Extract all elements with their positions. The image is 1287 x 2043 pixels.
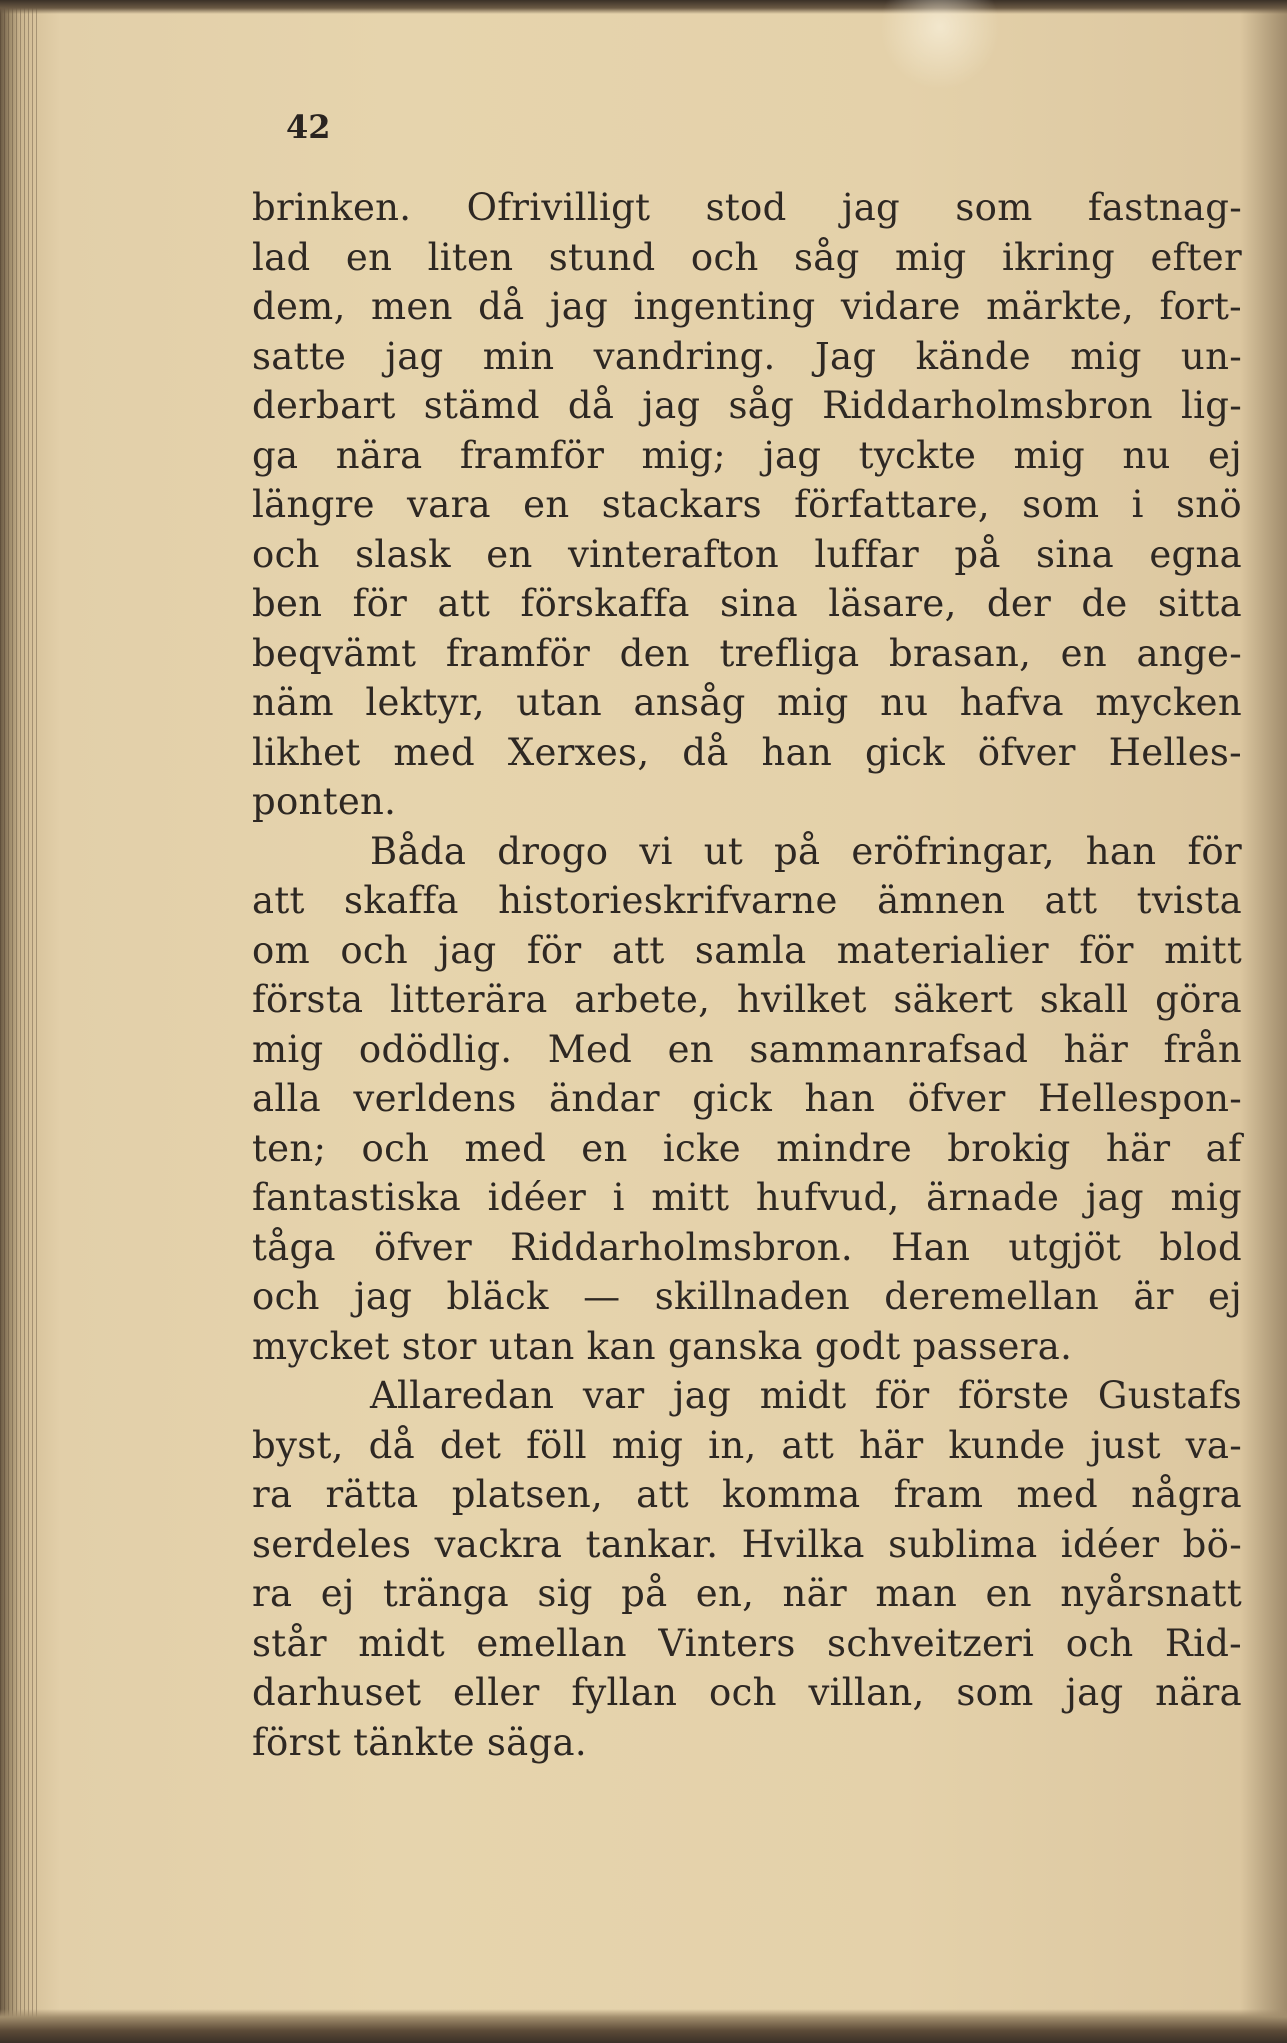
text-line: lad en liten stund och såg mig ikring efter (252, 235, 1242, 279)
text-line: ga nära framför mig; jag tyckte mig nu ej (252, 433, 1242, 477)
text-line: ten; och med en icke mindre brokig här af (252, 1126, 1242, 1170)
paragraph-start-line: Allaredan var jag midt för förste Gustafs (370, 1374, 1242, 1417)
text-line: beqvämt framför den trefliga brasan, en ange- (252, 631, 1242, 675)
page-number: 42 (286, 108, 331, 146)
text-line: dem, men då jag ingenting vidare märkte, fort- (252, 285, 1242, 328)
text-line: och slask en vinterafton luffar på sina egna (252, 532, 1242, 576)
bottom-shadow (0, 2009, 1287, 2043)
text-line: ponten. (252, 780, 397, 823)
text-line: fantastiska idéer i mitt hufvud, ärnade jag mig (252, 1176, 1242, 1219)
paragraph-start-line: Båda drogo vi ut på eröfringar, han för (370, 829, 1242, 873)
text-line: ben för att förskaffa sina läsare, der de sitta (252, 582, 1242, 625)
text-line: darhuset eller fyllan och villan, som jag nära (252, 1671, 1242, 1714)
text-line: tåga öfver Riddarholmsbron. Han utgjöt blod (252, 1225, 1242, 1269)
text-line: likhet med Xerxes, då han gick öfver Helles- (252, 730, 1242, 774)
text-line: och jag bläck — skillnaden deremellan är ej (252, 1275, 1242, 1318)
top-shadow (0, 0, 1287, 14)
text-line: står midt emellan Vinters schveitzeri och Rid- (252, 1621, 1242, 1665)
body-text (252, 183, 1242, 1767)
text-line: mycket stor utan kan ganska godt passera. (252, 1324, 1073, 1368)
text-line: längre vara en stackars författare, som i snö (252, 483, 1242, 526)
text-line: om och jag för att samla materialier för mitt (252, 928, 1242, 972)
text-line: första litterära arbete, hvilket säkert skall göra (252, 978, 1242, 1021)
text-line: serdeles vackra tankar. Hvilka sublima idéer bö- (252, 1522, 1242, 1566)
text-line: ra ej tränga sig på en, när man en nyårsnatt (252, 1572, 1242, 1615)
paper-glare (880, 0, 1000, 90)
text-line: att skaffa historieskrifvarne ämnen att tvista (252, 879, 1242, 922)
text-line: byst, då det föll mig in, att här kunde just va- (252, 1423, 1242, 1467)
page-edges (0, 0, 40, 2043)
text-line: mig odödlig. Med en sammanrafsad här från (252, 1027, 1242, 1071)
text-line: först tänkte säga. (252, 1720, 587, 1764)
text-line: alla verldens ändar gick han öfver Hellespon- (252, 1077, 1242, 1120)
text-line: satte jag min vandring. Jag kände mig un- (252, 334, 1242, 378)
text-line: brinken. Ofrivilligt stod jag som fastnag- (252, 186, 1242, 229)
text-line: derbart stämd då jag såg Riddarholmsbron lig- (252, 384, 1242, 427)
text-line: näm lektyr, utan ansåg mig nu hafva mycken (252, 681, 1242, 724)
text-line: ra rätta platsen, att komma fram med några (252, 1473, 1242, 1516)
